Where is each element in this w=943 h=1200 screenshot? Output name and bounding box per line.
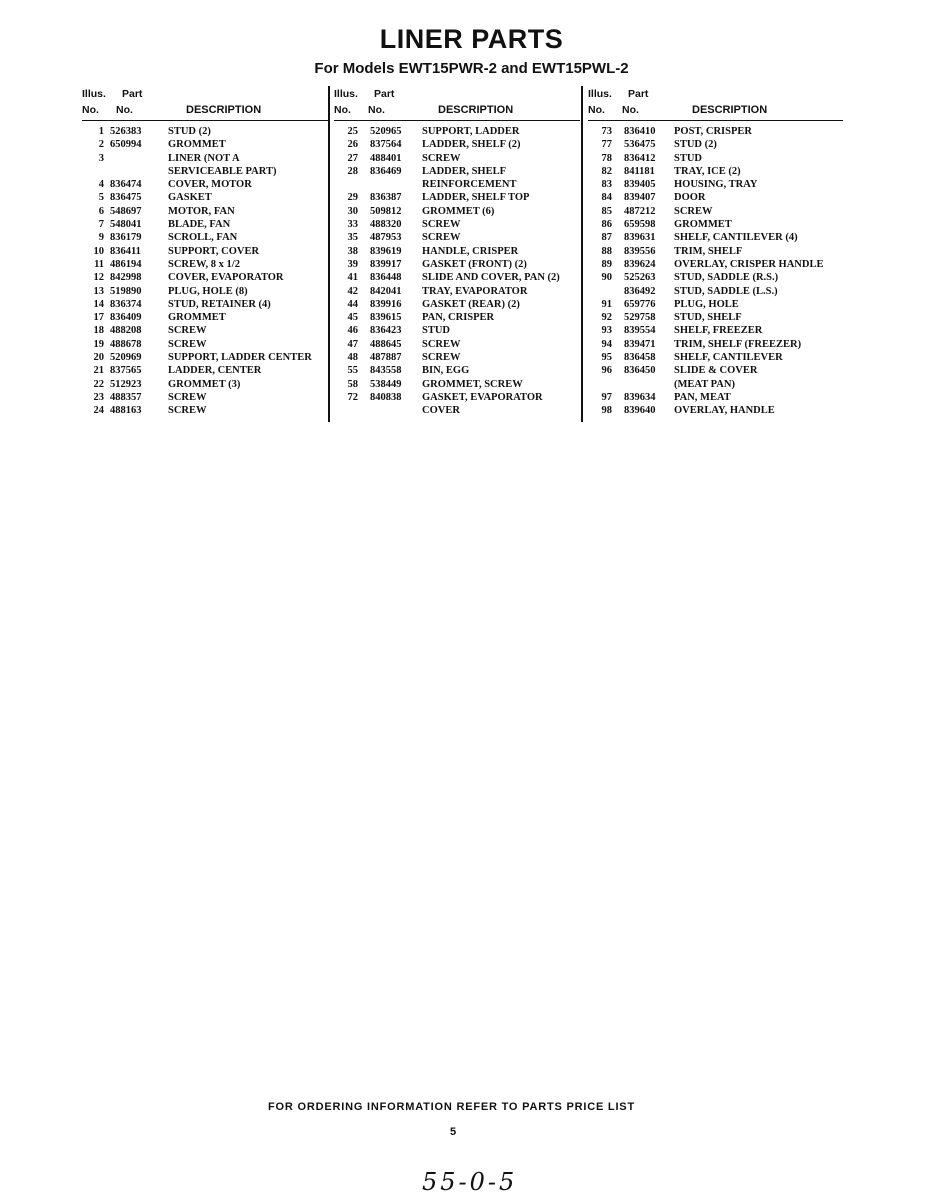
illus-number: 1 [98, 126, 104, 137]
part-description: STUD, SHELF [674, 312, 742, 324]
part-description: REINFORCEMENT [422, 179, 517, 191]
illus-number: 41 [347, 272, 358, 284]
part-description: STUD, RETAINER (4) [168, 298, 271, 310]
table-row [588, 138, 843, 151]
part-description: TRAY, EVAPORATOR [422, 285, 528, 297]
column-divider [581, 86, 583, 422]
table-row [588, 378, 843, 391]
part-description: SHELF, CANTILEVER (4) [674, 232, 798, 244]
part-description: SCREW [168, 405, 207, 417]
part-description: GASKET [168, 192, 212, 204]
parts-list [334, 125, 580, 418]
table-row [588, 391, 843, 404]
part-description: SHELF, CANTILEVER [674, 352, 783, 364]
part-description: SCREW [168, 325, 207, 337]
part-description: POST, CRISPER [674, 126, 752, 137]
part-description: LINER (NOT A [168, 152, 240, 164]
illus-number: 17 [93, 312, 104, 324]
header-part: Part [122, 88, 143, 100]
part-description: COVER, EVAPORATOR [168, 272, 284, 284]
part-description: SHELF, FREEZER [674, 325, 763, 337]
table-row [82, 125, 328, 138]
table-row [588, 338, 843, 351]
table-row [588, 324, 843, 337]
part-number: 536475 [624, 139, 656, 151]
illus-number: 98 [601, 405, 612, 417]
part-number: 538449 [370, 378, 402, 390]
illus-number: 48 [347, 352, 358, 364]
part-description: SCREW [674, 205, 713, 217]
part-description: GROMMET (6) [422, 205, 495, 217]
part-description: COVER, MOTOR [168, 179, 252, 191]
illus-number: 93 [601, 325, 612, 337]
table-row [588, 285, 843, 298]
parts-list [82, 125, 328, 418]
illus-number: 6 [98, 205, 104, 217]
table-row [588, 218, 843, 231]
part-description: TRIM, SHELF (FREEZER) [674, 338, 802, 350]
table-row [334, 391, 580, 404]
part-number: 839619 [370, 245, 402, 257]
part-number: 836412 [624, 152, 656, 164]
part-number: 836409 [110, 312, 142, 324]
part-number: 839634 [624, 391, 656, 403]
table-row [82, 231, 328, 244]
table-row [82, 338, 328, 351]
part-description: SCREW [422, 152, 461, 164]
part-number: 839917 [370, 258, 402, 270]
illus-number: 21 [93, 365, 104, 377]
part-number: 839640 [624, 405, 656, 417]
illus-number: 13 [93, 285, 104, 297]
part-number: 839916 [370, 298, 402, 310]
table-row [334, 324, 580, 337]
table-row [588, 125, 843, 138]
part-description: GROMMET [168, 139, 226, 151]
part-description: SUPPORT, LADDER [422, 126, 520, 137]
table-row [82, 205, 328, 218]
illus-number: 42 [347, 285, 358, 297]
illus-number: 58 [347, 378, 358, 390]
illus-number: 19 [93, 338, 104, 350]
part-number: 519890 [110, 285, 142, 297]
part-number: 487212 [624, 205, 656, 217]
table-row [588, 311, 843, 324]
table-row [82, 138, 328, 151]
table-row [588, 298, 843, 311]
part-description: HANDLE, CRISPER [422, 245, 519, 257]
part-number: 839556 [624, 245, 656, 257]
part-number: 839407 [624, 192, 656, 204]
part-number: 836475 [110, 192, 142, 204]
illus-number: 14 [93, 298, 104, 310]
part-number: 548697 [110, 205, 142, 217]
header-part-no: No. [116, 104, 133, 116]
part-description: SCREW [422, 338, 461, 350]
part-description: SERVICEABLE PART) [168, 165, 277, 177]
table-row [82, 391, 328, 404]
part-number: 836410 [624, 126, 656, 137]
illus-number: 77 [601, 139, 612, 151]
part-number: 837565 [110, 365, 142, 377]
table-row [334, 364, 580, 377]
part-number: 839624 [624, 258, 656, 270]
column-header [334, 86, 580, 120]
part-number: 837564 [370, 139, 402, 151]
table-row [82, 218, 328, 231]
illus-number: 9 [98, 232, 104, 244]
column-header [588, 86, 843, 120]
part-number: 488320 [370, 219, 402, 231]
illus-number: 22 [93, 378, 104, 390]
table-row [588, 178, 843, 191]
header-description: DESCRIPTION [692, 104, 768, 116]
part-number: 509812 [370, 205, 402, 217]
part-number: 548041 [110, 219, 142, 231]
header-illus: Illus. [588, 88, 612, 100]
table-row [588, 404, 843, 417]
part-number: 488357 [110, 391, 142, 403]
part-number: 836387 [370, 192, 402, 204]
table-row [82, 191, 328, 204]
header-part: Part [374, 88, 395, 100]
table-row [82, 298, 328, 311]
table-row [588, 364, 843, 377]
table-row [82, 378, 328, 391]
part-description: SCREW [422, 219, 461, 231]
table-row [334, 218, 580, 231]
part-number: 650994 [110, 139, 142, 151]
illus-number: 47 [347, 338, 358, 350]
illus-number: 90 [601, 272, 612, 284]
illus-number: 7 [98, 219, 104, 231]
illus-number: 30 [347, 205, 358, 217]
part-number: 488401 [370, 152, 402, 164]
table-row [334, 378, 580, 391]
illus-number: 12 [93, 272, 104, 284]
part-number: 836492 [624, 285, 656, 297]
illus-number: 4 [98, 179, 104, 191]
part-number: 836458 [624, 352, 656, 364]
parts-list [588, 125, 843, 418]
part-number: 520969 [110, 352, 142, 364]
table-row [334, 152, 580, 165]
part-description: SCREW, 8 x 1/2 [168, 258, 240, 270]
header-part: Part [628, 88, 649, 100]
part-description: STUD [674, 152, 703, 164]
illus-number: 39 [347, 258, 358, 270]
illus-number: 84 [601, 192, 612, 204]
table-row [334, 338, 580, 351]
part-number: 659598 [624, 219, 656, 231]
part-number: 840838 [370, 391, 402, 403]
part-description: GROMMET (3) [168, 378, 241, 390]
part-description: OVERLAY, CRISPER HANDLE [674, 258, 824, 270]
part-number: 839471 [624, 338, 656, 350]
part-description: PAN, MEAT [674, 391, 731, 403]
part-number: 839615 [370, 312, 402, 324]
part-description: HOUSING, TRAY [674, 179, 758, 191]
table-row [334, 191, 580, 204]
page-number: 5 [450, 1126, 457, 1138]
part-description: BLADE, FAN [168, 219, 231, 231]
part-description: BIN, EGG [422, 365, 470, 377]
table-row [82, 311, 328, 324]
illus-number: 78 [601, 152, 612, 164]
illus-number: 28 [347, 165, 358, 177]
part-description: GROMMET [674, 219, 732, 231]
illus-number: 87 [601, 232, 612, 244]
table-row [334, 231, 580, 244]
table-row [334, 125, 580, 138]
part-number: 529758 [624, 312, 656, 324]
part-number: 843558 [370, 365, 402, 377]
part-number: 488645 [370, 338, 402, 350]
part-description: SCREW [422, 352, 461, 364]
header-illus-no: No. [82, 104, 99, 116]
table-row [588, 231, 843, 244]
part-number: 488678 [110, 338, 142, 350]
part-description: SUPPORT, COVER [168, 245, 260, 257]
illus-number: 18 [93, 325, 104, 337]
part-description: GROMMET, SCREW [422, 378, 523, 390]
part-number: 836448 [370, 272, 402, 284]
part-description: GASKET (REAR) (2) [422, 298, 520, 310]
part-description: SUPPORT, LADDER CENTER [168, 352, 312, 364]
part-number: 512923 [110, 378, 142, 390]
part-number: 487887 [370, 352, 402, 364]
illus-number: 11 [94, 258, 104, 270]
illus-number: 38 [347, 245, 358, 257]
part-number: 488163 [110, 405, 142, 417]
part-number: 842041 [370, 285, 402, 297]
part-description: TRIM, SHELF [674, 245, 743, 257]
header-illus-no: No. [588, 104, 605, 116]
part-description: STUD [422, 325, 451, 337]
illus-number: 72 [347, 391, 358, 403]
table-row [588, 258, 843, 271]
table-row [82, 165, 328, 178]
part-number: 836450 [624, 365, 656, 377]
part-number: 836474 [110, 179, 142, 191]
part-description: GROMMET [168, 312, 226, 324]
part-number: 526383 [110, 126, 142, 137]
parts-column-3 [588, 86, 843, 418]
table-row [82, 245, 328, 258]
table-row [588, 205, 843, 218]
table-row [588, 165, 843, 178]
parts-column-2 [334, 86, 580, 418]
part-description: SCROLL, FAN [168, 232, 238, 244]
table-row [334, 311, 580, 324]
part-description: STUD (2) [674, 139, 717, 151]
table-row [82, 178, 328, 191]
illus-number: 20 [93, 352, 104, 364]
illus-number: 82 [601, 165, 612, 177]
illus-number: 85 [601, 205, 612, 217]
part-number: 487953 [370, 232, 402, 244]
handwritten-note: 55-0-5 [422, 1168, 518, 1196]
illus-number: 83 [601, 179, 612, 191]
part-description: STUD, SADDLE (L.S.) [674, 285, 778, 297]
part-number: 486194 [110, 258, 142, 270]
part-description: SCREW [168, 338, 207, 350]
parts-column-1 [82, 86, 328, 418]
part-number: 525263 [624, 272, 656, 284]
part-number: 836423 [370, 325, 402, 337]
part-description: LADDER, SHELF [422, 165, 507, 177]
header-illus-no: No. [334, 104, 351, 116]
part-description: OVERLAY, HANDLE [674, 405, 775, 417]
header-part-no: No. [622, 104, 639, 116]
table-row [334, 165, 580, 178]
part-number: 659776 [624, 298, 656, 310]
header-rule [334, 120, 580, 121]
part-description: SCREW [168, 391, 207, 403]
column-divider [328, 86, 330, 422]
part-description: SLIDE AND COVER, PAN (2) [422, 272, 560, 284]
part-description: MOTOR, FAN [168, 205, 235, 217]
illus-number: 44 [347, 298, 358, 310]
table-row [588, 245, 843, 258]
illus-number: 94 [601, 338, 612, 350]
table-row [334, 138, 580, 151]
illus-number: 97 [601, 391, 612, 403]
part-description: LADDER, CENTER [168, 365, 262, 377]
illus-number: 45 [347, 312, 358, 324]
table-row [82, 271, 328, 284]
illus-number: 26 [347, 139, 358, 151]
table-row [334, 178, 580, 191]
header-description: DESCRIPTION [186, 104, 262, 116]
illus-number: 10 [93, 245, 104, 257]
illus-number: 23 [93, 391, 104, 403]
part-number: 836469 [370, 165, 402, 177]
illus-number: 3 [98, 152, 104, 164]
illus-number: 91 [601, 298, 612, 310]
part-description: (MEAT PAN) [674, 378, 735, 390]
illus-number: 25 [347, 126, 358, 137]
illus-number: 73 [601, 126, 612, 137]
part-number: 839631 [624, 232, 656, 244]
part-description: PLUG, HOLE (8) [168, 285, 248, 297]
part-description: STUD (2) [168, 126, 211, 137]
page-title: LINER PARTS [379, 24, 564, 54]
table-row [82, 285, 328, 298]
table-row [82, 364, 328, 377]
table-row [588, 191, 843, 204]
part-number: 839554 [624, 325, 656, 337]
table-row [334, 258, 580, 271]
part-description: GASKET, EVAPORATOR [422, 391, 543, 403]
part-description: PLUG, HOLE [674, 298, 739, 310]
ordering-info-note: FOR ORDERING INFORMATION REFER TO PARTS PRICE LIST [268, 1101, 635, 1113]
part-number: 839405 [624, 179, 656, 191]
table-row [82, 404, 328, 417]
illus-number: 96 [601, 365, 612, 377]
header-illus: Illus. [82, 88, 106, 100]
part-number: 836411 [110, 245, 141, 257]
part-number: 842998 [110, 272, 142, 284]
part-number: 520965 [370, 126, 402, 137]
illus-number: 33 [347, 219, 358, 231]
page-subtitle: For Models EWT15PWR-2 and EWT15PWL-2 [314, 60, 629, 77]
table-row [82, 351, 328, 364]
illus-number: 86 [601, 219, 612, 231]
table-row [82, 258, 328, 271]
table-row [334, 298, 580, 311]
illus-number: 35 [347, 232, 358, 244]
part-description: GASKET (FRONT) (2) [422, 258, 527, 270]
part-description: COVER [422, 405, 460, 417]
table-row [588, 351, 843, 364]
header-rule [82, 120, 328, 121]
part-description: DOOR [674, 192, 706, 204]
part-description: TRAY, ICE (2) [674, 165, 741, 177]
illus-number: 92 [601, 312, 612, 324]
illus-number: 5 [98, 192, 104, 204]
part-description: LADDER, SHELF TOP [422, 192, 530, 204]
table-row [82, 324, 328, 337]
part-description: STUD, SADDLE (R.S.) [674, 272, 779, 284]
illus-number: 89 [601, 258, 612, 270]
part-description: PAN, CRISPER [422, 312, 495, 324]
header-illus: Illus. [334, 88, 358, 100]
part-number: 836374 [110, 298, 142, 310]
header-part-no: No. [368, 104, 385, 116]
illus-number: 55 [347, 365, 358, 377]
illus-number: 27 [347, 152, 358, 164]
illus-number: 29 [347, 192, 358, 204]
header-description: DESCRIPTION [438, 104, 514, 116]
illus-number: 95 [601, 352, 612, 364]
illus-number: 46 [347, 325, 358, 337]
illus-number: 88 [601, 245, 612, 257]
table-row [334, 351, 580, 364]
table-row [82, 152, 328, 165]
part-number: 841181 [624, 165, 655, 177]
table-row [588, 271, 843, 284]
header-rule [588, 120, 843, 121]
table-row [334, 245, 580, 258]
part-description: LADDER, SHELF (2) [422, 139, 521, 151]
part-number: 836179 [110, 232, 142, 244]
table-row [334, 404, 580, 417]
illus-number: 24 [93, 405, 104, 417]
table-row [334, 271, 580, 284]
table-row [588, 152, 843, 165]
part-number: 488208 [110, 325, 142, 337]
part-description: SLIDE & COVER [674, 365, 758, 377]
table-row [334, 205, 580, 218]
illus-number: 2 [98, 139, 104, 151]
table-row [334, 285, 580, 298]
column-header [82, 86, 328, 120]
part-description: SCREW [422, 232, 461, 244]
